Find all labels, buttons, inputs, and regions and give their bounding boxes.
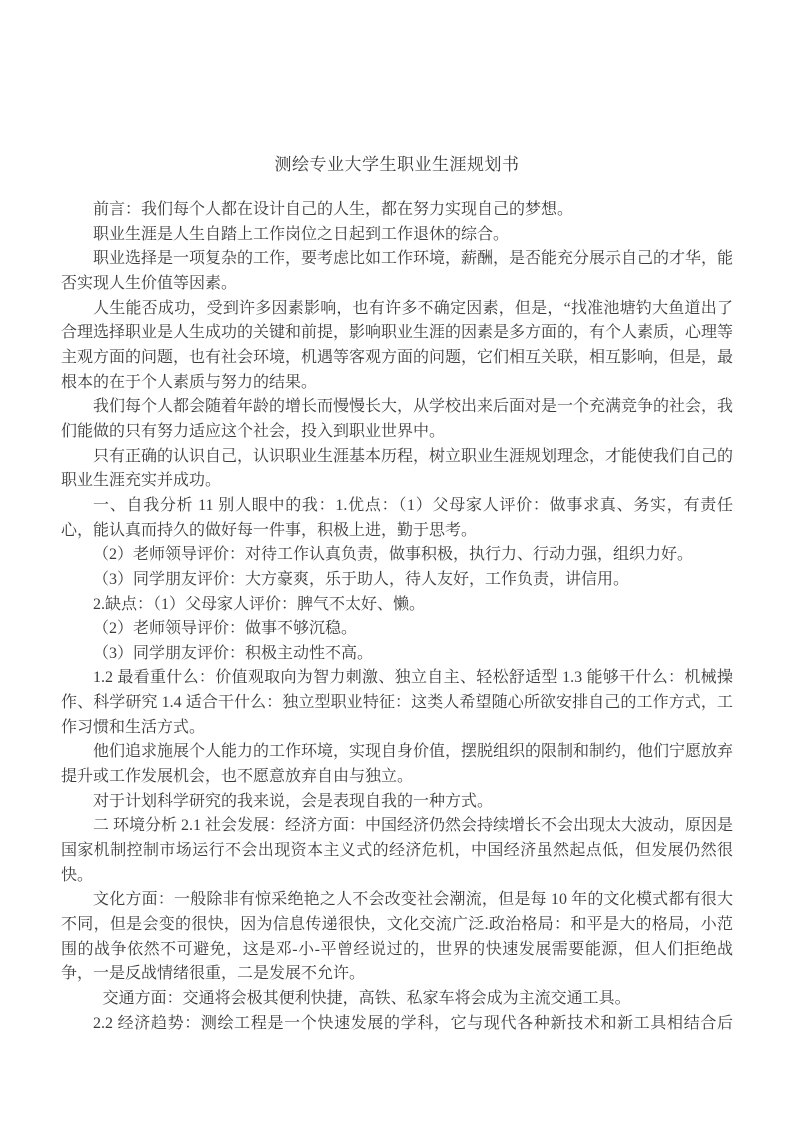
paragraph-weakness-teacher: （2）老师领导评价：做事不够沉稳。 (93, 620, 358, 638)
paragraph-independent-type: 他们追求施展个人能力的工作环境，实现自身价值，摆脱组织的限制和制约，他们宁愿放弃提升或工作发展机会，也不愿意放弃自由与独立。 (61, 743, 734, 786)
paragraph-transportation: 交通方面：交通将会极其便利快捷，高铁、私家车将会成为主流交通工具。 (102, 990, 631, 1007)
paragraph-success-factors: 人生能否成功，受到许多因素影响，也有许多不确定因素，但是，“找准池塘钓大鱼道出了合理选择职业是人生成功的关键和前提，影响职业生涯的因素是多方面的，有个人素质，心理等主观方面的问题，也有社会环境，机遇等客观方面的问题，它们相互关联，相互影响，但是，最根本的在于个人素质与努力的结果。 (61, 299, 734, 391)
paragraph-preface: 前言：我们每个人都在设计自己的人生，都在努力实现自己的梦想。 (93, 201, 574, 218)
paragraph-career-definition: 职业生涯是人生自踏上工作岗位之日起到工作退休的综合。 (93, 225, 510, 243)
paragraph-economic-trend: 2.2 经济趋势：测绘工程是一个快速发展的学科，它与现代各种新技术和新工具相结合后 (93, 1014, 733, 1032)
document-title: 测绘专业大学生职业生涯规划书 (274, 155, 520, 174)
paragraph-teacher-evaluation-strength: （2）老师领导评价：对待工作认真负责，做事积极，执行力、行动力强，组织力好。 (93, 546, 694, 564)
paragraph-research-plan: 对于计划科学研究的我来说，会是表现自我的一种方式。 (93, 792, 494, 810)
paragraph-weakness-family: 2.缺点：（1）父母家人评价：脾气不太好、懒。 (93, 595, 426, 613)
paragraph-weakness-friend: （3）同学朋友评价：积极主动性不高。 (93, 644, 374, 662)
paragraph-self-knowledge: 只有正确的认识自己，认识职业生涯基本历程，树立职业生涯规划理念，才能使我们自己的职业生涯充实并成功。 (61, 447, 734, 490)
document-body (61, 152, 733, 1036)
paragraph-values-abilities: 1.2 最看重什么：价值观取向为智力刺激、独立自主、轻松舒适型 1.3 能够干什么：机械操作、科学研究 1.4 适合干什么：独立型职业特征：这类人希望随心所欲安排自己的工作方式，工作习惯和生活方式。 (61, 669, 733, 736)
paragraph-environment-economy: 二 环境分析 2.1 社会发展：经济方面：中国经济仍然会持续增长不会出现太大波动，原因是国家机制控制市场运行不会出现资本主义式的经济危机，中国经济虽然起点低，但发展仍然很快。 (61, 817, 734, 884)
paragraph-growing-up: 我们每个人都会随着年龄的增长而慢慢长大，从学校出来后面对是一个充满竞争的社会，我们能做的只有努力适应这个社会，投入到职业世界中。 (61, 398, 734, 440)
paragraph-career-choice: 职业选择是一项复杂的工作，要考虑比如工作环境，薪酬，是否能充分展示自己的才华，能否实现人生价值等因素。 (61, 250, 734, 292)
paragraph-friend-evaluation-strength: （3）同学朋友评价：大方豪爽，乐于助人，待人友好，工作负责，讲信用。 (93, 570, 630, 588)
paragraph-self-analysis-strengths: 一、自我分析 11 别人眼中的我：1.优点：（1）父母家人评价：做事求真、务实，有责任心，能认真而持久的做好每一件事，积极上进，勤于思考。 (61, 496, 733, 539)
paragraph-culture-politics: 文化方面：一般除非有惊采绝艳之人不会改变社会潮流，但是每 10 年的文化模式都有很大不同，但是会变的很快，因为信息传递很快，文化交流广泛.政治格局：和平是大的格局，小范围的战争依然不可避免，这是邓-小-平曾经说过的，世界的快速发展需要能源，但人们拒绝战争，一是反战情绪很重，二是发展不允许。 (61, 891, 733, 983)
